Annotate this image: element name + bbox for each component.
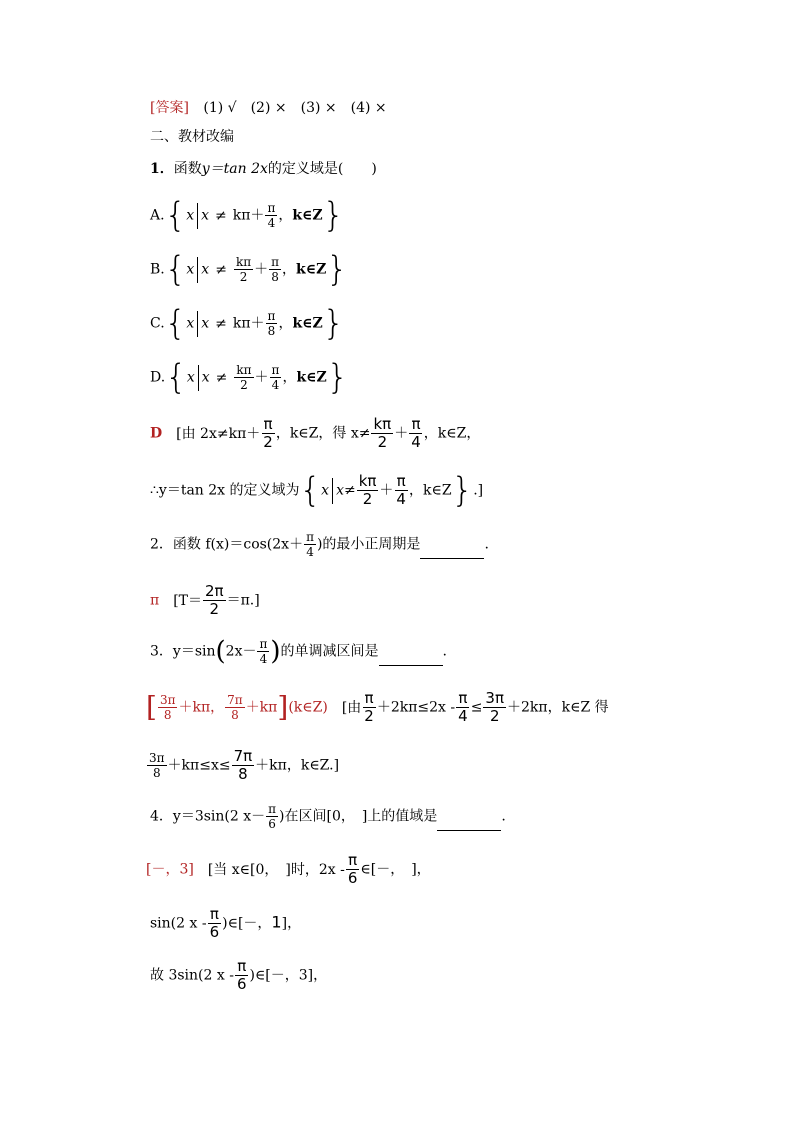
fraction (270, 363, 282, 392)
frac-num: kπ (236, 363, 252, 377)
q4-stem-a: 4．y＝3sin(2 x－ (150, 808, 266, 825)
right-bracket: ] (277, 690, 289, 724)
fraction (234, 363, 253, 392)
comma: ， (278, 207, 293, 224)
frac-den: 4 (411, 433, 421, 451)
frac-den: 8 (271, 270, 279, 284)
fraction (362, 690, 376, 725)
q2-solution (150, 583, 260, 618)
frac-num: π (271, 363, 280, 377)
var-x: x (201, 207, 210, 224)
left-brace: { (299, 470, 322, 511)
option-post: k∈Z (296, 261, 327, 278)
frac-num: π (348, 851, 358, 869)
fraction (225, 693, 245, 722)
option-post: k∈Z (292, 315, 323, 332)
frac-den: 2 (239, 270, 248, 284)
fraction (232, 748, 255, 783)
frac-den: 4 (306, 545, 314, 559)
frac-num: π (259, 637, 268, 651)
frac-den: 8 (238, 765, 248, 783)
option-post: k∈Z (296, 369, 327, 386)
option-label: C. (150, 315, 165, 332)
frac-num: kπ (235, 255, 252, 269)
frac-num: π (268, 802, 277, 816)
q4-stem-b: )在区间[0， ]上的值域是 (279, 808, 438, 825)
right-brace: } (322, 303, 345, 344)
frac-den: 2 (364, 707, 374, 725)
fraction (483, 690, 506, 725)
frac-den: 6 (236, 975, 247, 993)
frac-num: π (411, 415, 421, 433)
frac-num: kπ (358, 472, 377, 490)
frac-num: π (306, 530, 314, 544)
set-var: x (186, 261, 195, 278)
answer-items: (1) √ (2) × (3) × (4) × (203, 100, 387, 116)
frac-num: 3π (485, 689, 504, 707)
q4-solution-3 (150, 958, 327, 993)
q3-ans-f: (k∈Z) (288, 699, 328, 716)
set-var: x (186, 315, 195, 332)
q1-sol2-c: x≠ (336, 482, 356, 499)
q3-stem-a: 3．y＝sin (150, 643, 216, 660)
fraction (208, 906, 222, 941)
right-paren: ) (270, 636, 281, 667)
fraction (261, 416, 275, 451)
fraction (265, 201, 277, 230)
period: . (501, 808, 506, 825)
frac-den: 8 (231, 708, 239, 722)
q4-sol2-a: sin(2 x - (150, 915, 207, 932)
q4-sol3-a: 故 3sin(2 x - (150, 967, 234, 984)
frac-den: 2 (240, 378, 248, 392)
q4-sol2-b: )∈[－， (222, 915, 272, 932)
q1-number: 1． (150, 161, 174, 177)
q1-sol2-a: ∴y＝tan 2x 的定义域为 (150, 482, 300, 499)
frac-num: 3π (159, 693, 176, 707)
answer-blank[interactable] (420, 544, 484, 559)
q3-sol2-a: ＋kπ≤x≤ (167, 757, 231, 774)
q1-solution-1 (150, 416, 480, 451)
answer-line (150, 98, 387, 118)
frac-den: 4 (458, 707, 468, 725)
q1-stem-b: y＝tan 2x (201, 161, 268, 177)
set-var: x (186, 207, 195, 224)
set-bar (332, 478, 333, 504)
frac-num: 7π (233, 747, 253, 765)
q3-sol1-e: ＋2kπ，k∈Z 得 (507, 699, 609, 716)
var-x: x (201, 261, 210, 278)
q4-solution-1 (146, 852, 431, 887)
neq-sign: ≠ (215, 369, 228, 386)
frac-num: 3π (149, 751, 165, 765)
q2-sol-a: [T＝ (173, 592, 203, 609)
frac-num: π (271, 255, 279, 269)
comma: ， (282, 369, 297, 386)
fraction (158, 693, 178, 722)
q1-option-c[interactable] (150, 303, 345, 344)
q1-sol1-a: [由 2x≠kπ＋ (176, 425, 261, 442)
frac-den: 2 (489, 707, 500, 725)
comma: ， (278, 315, 293, 332)
left-brace: { (165, 357, 187, 398)
frac-den: 8 (267, 324, 276, 338)
left-brace: { (164, 195, 187, 236)
answer-label: [答案] (150, 100, 189, 116)
section-title: 二、教材改编 (150, 129, 234, 145)
q4-stem (150, 802, 506, 831)
q4-answer: [－，3] (146, 861, 194, 878)
frac-num: π (458, 689, 468, 707)
left-brace: { (164, 303, 187, 344)
q2-answer: π (150, 592, 160, 609)
q1-sol1-d: ，k∈Z， (423, 425, 481, 442)
set-bar (197, 311, 198, 337)
option-pre: kπ＋ (232, 315, 265, 332)
period: . (484, 536, 489, 553)
frac-num: kπ (373, 415, 392, 433)
frac-num: π (267, 201, 276, 215)
var-x: x (201, 369, 210, 386)
frac-den: 4 (271, 378, 280, 392)
set-var: x (186, 369, 195, 386)
q3-stem (150, 637, 447, 666)
frac-num: 7π (227, 693, 243, 707)
q4-sol1-b: ∈[－， ]， (360, 861, 431, 878)
fraction (257, 637, 269, 666)
fraction (394, 473, 408, 508)
q4-sol2-d: ]， (281, 915, 302, 932)
q1-option-b[interactable] (150, 249, 348, 290)
frac-num: π (237, 957, 247, 975)
var-x: x (201, 315, 210, 332)
frac-num: π (209, 905, 219, 923)
q3-sol1-c: ≤ (470, 699, 483, 716)
q3-solution-1 (146, 690, 609, 725)
q1-sol1-c: ＋ (394, 425, 409, 442)
fraction (266, 802, 278, 831)
frac-den: 2 (263, 433, 273, 451)
q3-solution-2 (146, 748, 339, 783)
frac-num: π (263, 415, 273, 433)
q1-sol2-e: ，k∈Z (408, 482, 452, 499)
q4-sol2-c: 1 (271, 912, 282, 932)
option-post: k∈Z (292, 207, 323, 224)
frac-num: π (364, 689, 374, 707)
q3-ans-e: ＋kπ (245, 699, 278, 716)
frac-num: π (267, 309, 276, 323)
fraction (409, 416, 423, 451)
option-label: B. (150, 261, 165, 278)
neq-sign: ≠ (215, 315, 227, 332)
fraction (456, 690, 470, 725)
set-bar (197, 257, 198, 283)
period: . (442, 643, 447, 660)
left-paren: ( (215, 636, 226, 667)
option-label: D. (150, 369, 166, 386)
q1-sol2-f: .] (473, 482, 484, 499)
fraction (235, 958, 249, 993)
fraction (203, 583, 226, 618)
q1-option-d[interactable] (150, 357, 349, 398)
neq-sign: ≠ (215, 261, 227, 278)
q1-solution-2 (150, 470, 484, 511)
left-bracket: [ (146, 690, 157, 724)
answer-blank[interactable] (379, 651, 443, 666)
fraction (147, 751, 167, 780)
plus: ＋ (379, 482, 394, 499)
frac-den: 6 (209, 923, 220, 941)
right-brace: } (451, 470, 474, 511)
plus: ＋ (254, 261, 269, 278)
option-pre: kπ＋ (232, 207, 265, 224)
right-brace: } (326, 357, 349, 398)
frac-den: 6 (268, 817, 276, 831)
q3-stem-c: 的单调减区间是 (280, 643, 379, 660)
q2-stem-b: )的最小正周期是 (316, 536, 421, 553)
frac-den: 8 (152, 766, 161, 780)
q1-option-a[interactable] (150, 195, 345, 236)
q1-stem-c: 的定义域是( ) (267, 161, 377, 177)
neq-sign: ≠ (215, 207, 227, 224)
q3-sol2-c: ＋kπ，k∈Z.] (255, 757, 340, 774)
answer-blank[interactable] (437, 816, 501, 831)
right-brace: } (326, 249, 348, 290)
fraction (357, 473, 379, 508)
set-bar (198, 365, 199, 391)
q3-ans-c: ＋kπ， (178, 699, 225, 716)
right-brace: } (322, 195, 345, 236)
q4-sol3-b: )∈[－，3]， (249, 967, 328, 984)
set-bar (197, 203, 198, 229)
q4-solution-2 (150, 906, 301, 941)
q1-stem (150, 159, 377, 179)
left-brace: { (164, 249, 187, 290)
frac-num: 2π (205, 582, 224, 600)
plus: ＋ (254, 369, 269, 386)
q3-stem-b: 2x－ (225, 643, 257, 660)
frac-den: 2 (377, 433, 388, 451)
frac-den: 2 (362, 490, 373, 508)
q1-answer: D (150, 425, 163, 442)
frac-num: π (396, 472, 406, 490)
q3-sol1-a: [由 (341, 699, 362, 716)
q1-sol1-b: ，k∈Z，得 x≠ (275, 425, 371, 442)
frac-den: 6 (347, 869, 358, 887)
fraction (371, 416, 393, 451)
q4-sol1-a: [当 x∈[0， ]时，2x - (207, 861, 345, 878)
comma: ， (282, 261, 296, 278)
fraction (304, 530, 316, 559)
frac-den: 4 (396, 490, 406, 508)
frac-den: 4 (259, 652, 268, 666)
q2-stem (150, 530, 489, 559)
q1-stem-a: 函数 (173, 161, 202, 177)
fraction (234, 255, 253, 284)
q2-sol-b: ＝π.] (226, 592, 260, 609)
fraction (269, 255, 281, 284)
fraction (346, 852, 360, 887)
q2-stem-a: 2．函数 f(x)＝cos(2x＋ (150, 536, 304, 553)
option-label: A. (150, 207, 165, 224)
fraction (266, 309, 278, 338)
set-var: x (321, 482, 330, 499)
q3-sol1-b: ＋2kπ≤2x - (376, 699, 456, 716)
frac-den: 8 (163, 708, 172, 722)
frac-den: 2 (209, 600, 220, 618)
frac-den: 4 (267, 216, 276, 230)
